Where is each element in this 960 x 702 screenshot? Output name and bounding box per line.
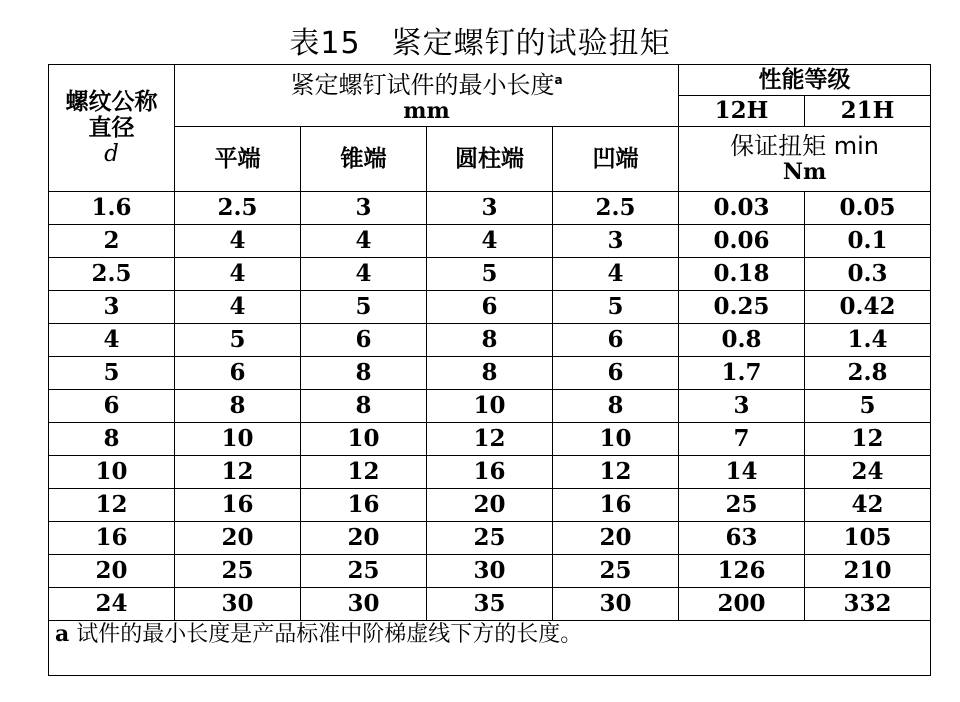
table-cell: 10 <box>175 423 301 456</box>
table-cell: 2.5 <box>49 258 175 291</box>
table-cell: 16 <box>175 489 301 522</box>
diameter-header-line2: 直径 <box>88 115 135 141</box>
header-row-3 <box>49 127 931 192</box>
table-cell: 210 <box>805 555 931 588</box>
table-cell: 25 <box>553 555 679 588</box>
table-cell: 126 <box>679 555 805 588</box>
table-row <box>49 423 931 456</box>
class-12h-header: 12H <box>679 96 805 127</box>
property-class-header: 性能等级 <box>679 65 931 96</box>
torque-header <box>679 127 931 192</box>
table-cell: 0.8 <box>679 324 805 357</box>
table-cell: 8 <box>427 357 553 390</box>
table-cell: 30 <box>301 588 427 621</box>
table-cell: 8 <box>427 324 553 357</box>
min-length-header <box>175 65 679 127</box>
table-cell: 4 <box>301 225 427 258</box>
table-cell: 4 <box>301 258 427 291</box>
table-cell: 24 <box>49 588 175 621</box>
table-title: 表15 紧定螺钉的试验扭矩 <box>289 26 671 61</box>
table-row <box>49 588 931 621</box>
table-cell: 5 <box>301 291 427 324</box>
table-cell: 42 <box>805 489 931 522</box>
header-row-1 <box>49 65 931 96</box>
table-cell: 0.18 <box>679 258 805 291</box>
table-cell: 20 <box>175 522 301 555</box>
table-cell: 10 <box>553 423 679 456</box>
table-row <box>49 258 931 291</box>
min-length-note-mark: a <box>554 73 563 87</box>
table-cell: 2.5 <box>175 192 301 225</box>
diameter-header <box>49 65 175 192</box>
torque-table <box>48 64 931 676</box>
table-cell: 105 <box>805 522 931 555</box>
table-row <box>49 456 931 489</box>
table-cell: 4 <box>175 258 301 291</box>
table-cell: 3 <box>49 291 175 324</box>
torque-label: 保证扭矩 min <box>730 132 879 160</box>
table-cell: 0.05 <box>805 192 931 225</box>
table-row <box>49 324 931 357</box>
table-cell: 1.6 <box>49 192 175 225</box>
table-cell: 6 <box>175 357 301 390</box>
footnote <box>49 621 931 676</box>
footnote-text: 试件的最小长度是产品标准中阶梯虚线下方的长度。 <box>69 622 583 647</box>
diameter-header-line1: 螺纹公称 <box>65 89 158 115</box>
table-cell: 5 <box>805 390 931 423</box>
table-cell: 6 <box>49 390 175 423</box>
table-cell: 10 <box>427 390 553 423</box>
table-cell: 30 <box>553 588 679 621</box>
table-cell: 1.4 <box>805 324 931 357</box>
table-cell: 0.42 <box>805 291 931 324</box>
table-row <box>49 192 931 225</box>
table-cell: 6 <box>301 324 427 357</box>
table-cell: 16 <box>427 456 553 489</box>
table-cell: 0.1 <box>805 225 931 258</box>
class-21h-header: 21H <box>805 96 931 127</box>
table-cell: 5 <box>427 258 553 291</box>
table-cell: 25 <box>301 555 427 588</box>
table-cell: 4 <box>553 258 679 291</box>
table-cell: 0.03 <box>679 192 805 225</box>
table-cell: 332 <box>805 588 931 621</box>
table-cell: 8 <box>301 357 427 390</box>
table-cell: 3 <box>301 192 427 225</box>
table-row <box>49 522 931 555</box>
table-cell: 6 <box>553 324 679 357</box>
table-cell: 8 <box>175 390 301 423</box>
table-cell: 0.3 <box>805 258 931 291</box>
end-type-cup: 凹端 <box>553 127 679 192</box>
table-cell: 3 <box>427 192 553 225</box>
table-cell: 8 <box>301 390 427 423</box>
table-cell: 25 <box>679 489 805 522</box>
table-cell: 4 <box>175 291 301 324</box>
table-cell: 12 <box>553 456 679 489</box>
table-cell: 14 <box>679 456 805 489</box>
end-type-dog: 圆柱端 <box>427 127 553 192</box>
table-cell: 4 <box>427 225 553 258</box>
table-cell: 16 <box>49 522 175 555</box>
table-cell: 16 <box>301 489 427 522</box>
table-cell: 20 <box>427 489 553 522</box>
table-cell: 8 <box>49 423 175 456</box>
table-cell: 25 <box>427 522 553 555</box>
footnote-mark: a <box>55 621 70 647</box>
table-cell: 3 <box>553 225 679 258</box>
table-cell: 3 <box>679 390 805 423</box>
table-cell: 5 <box>49 357 175 390</box>
footnote-row <box>49 621 931 676</box>
table-cell: 24 <box>805 456 931 489</box>
table-cell: 200 <box>679 588 805 621</box>
end-type-cone: 锥端 <box>301 127 427 192</box>
table-cell: 0.06 <box>679 225 805 258</box>
table-cell: 20 <box>301 522 427 555</box>
table-row <box>49 489 931 522</box>
table-cell: 0.25 <box>679 291 805 324</box>
table-cell: 2 <box>49 225 175 258</box>
table-cell: 25 <box>175 555 301 588</box>
table-cell: 12 <box>175 456 301 489</box>
table-cell: 12 <box>49 489 175 522</box>
table-cell: 63 <box>679 522 805 555</box>
table-row <box>49 225 931 258</box>
table-cell: 30 <box>175 588 301 621</box>
table-cell: 1.7 <box>679 357 805 390</box>
table-cell: 4 <box>175 225 301 258</box>
table-cell: 2.5 <box>553 192 679 225</box>
table-row <box>49 390 931 423</box>
table-cell: 16 <box>553 489 679 522</box>
table-cell: 20 <box>49 555 175 588</box>
table-row <box>49 357 931 390</box>
table-cell: 35 <box>427 588 553 621</box>
table-cell: 5 <box>175 324 301 357</box>
table-cell: 12 <box>301 456 427 489</box>
table-cell: 10 <box>49 456 175 489</box>
min-length-unit: mm <box>403 98 450 124</box>
diameter-symbol: d <box>104 141 119 167</box>
table-cell: 8 <box>553 390 679 423</box>
table-cell: 12 <box>427 423 553 456</box>
table-cell: 6 <box>427 291 553 324</box>
table-row <box>49 555 931 588</box>
table-cell: 12 <box>805 423 931 456</box>
table-cell: 4 <box>49 324 175 357</box>
table-cell: 6 <box>553 357 679 390</box>
table-cell: 5 <box>553 291 679 324</box>
table-cell: 20 <box>553 522 679 555</box>
table-cell: 10 <box>301 423 427 456</box>
table-cell: 2.8 <box>805 357 931 390</box>
table-cell: 7 <box>679 423 805 456</box>
table-cell: 30 <box>427 555 553 588</box>
table-row <box>49 291 931 324</box>
end-type-flat: 平端 <box>175 127 301 192</box>
min-length-label: 紧定螺钉试件的最小长度 <box>290 71 555 99</box>
torque-unit: Nm <box>782 159 827 185</box>
